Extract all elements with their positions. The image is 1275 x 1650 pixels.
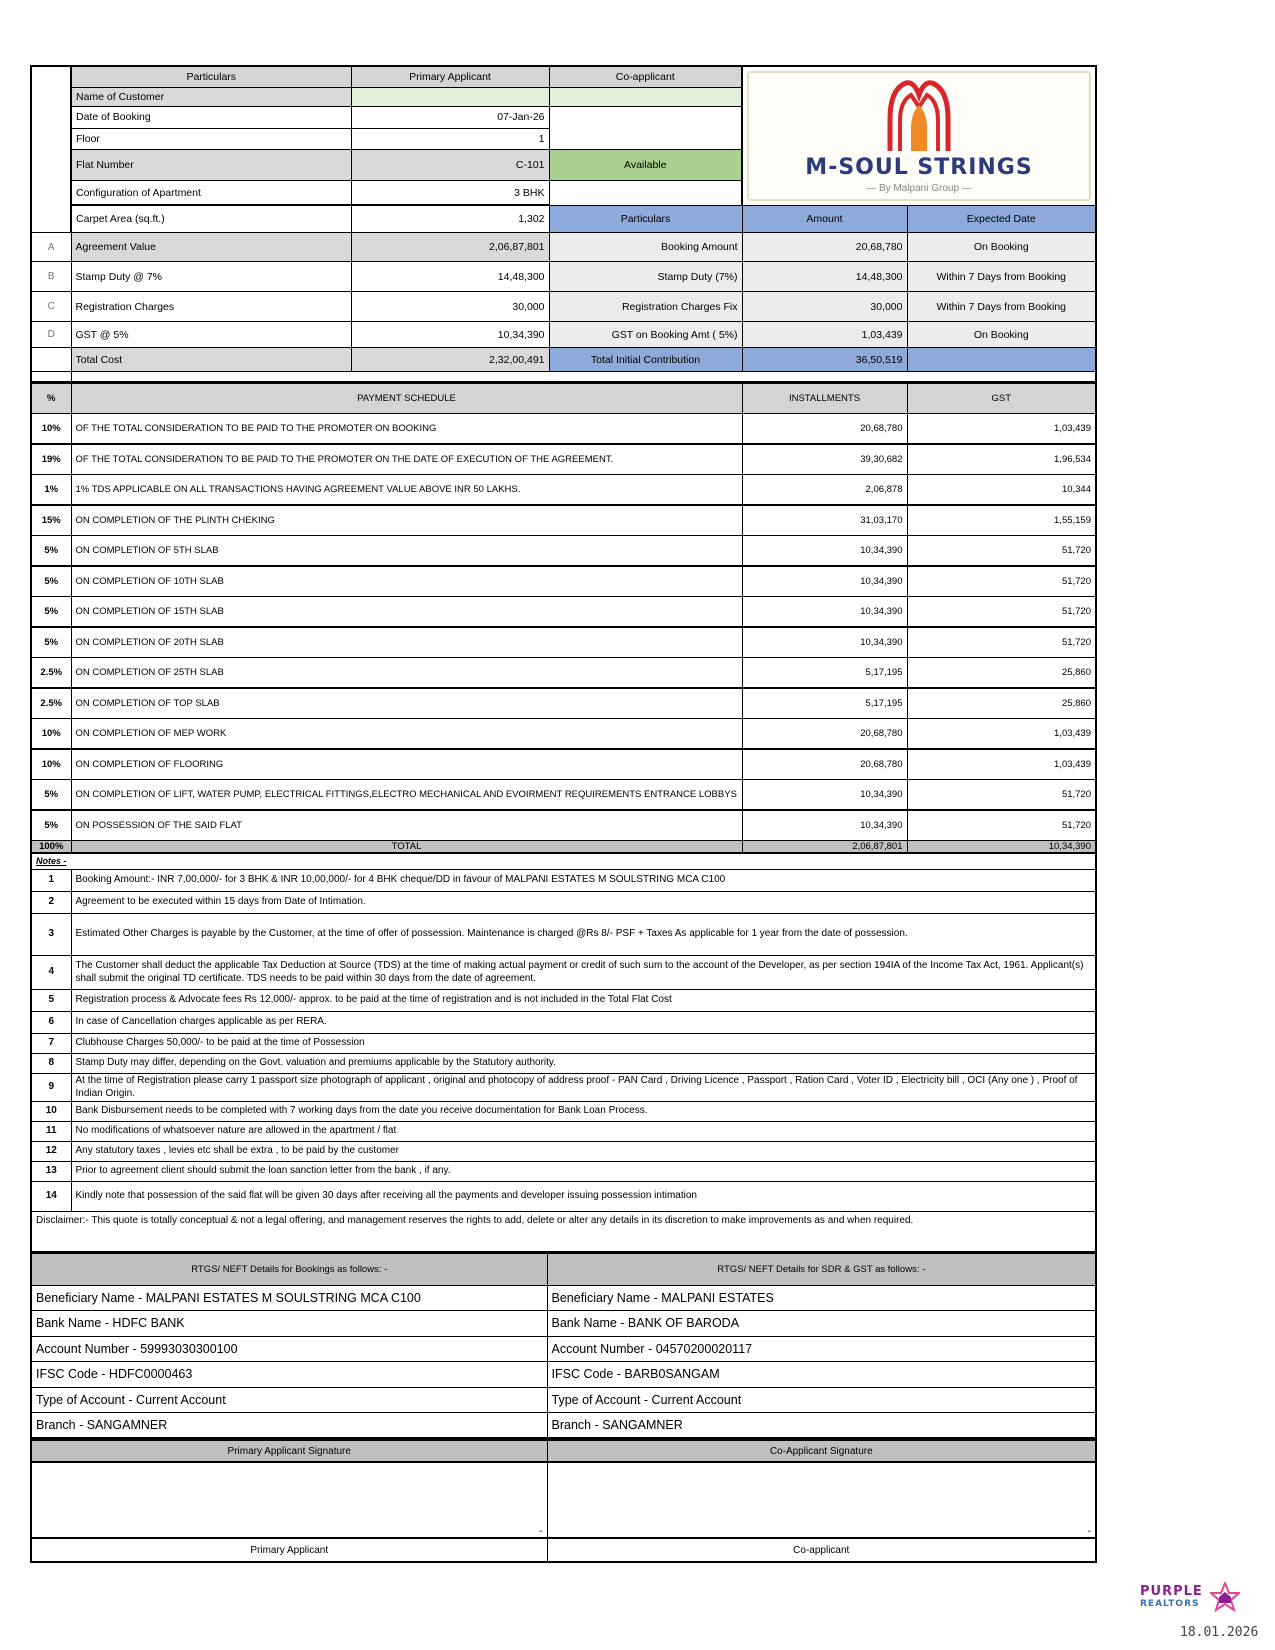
- gst-label: GST @ 5%: [71, 322, 351, 348]
- note-number: 12: [31, 1142, 71, 1162]
- row-label-config: Configuration of Apartment: [71, 181, 351, 205]
- note-number: 2: [31, 892, 71, 914]
- footer-brand-bottom: REALTORS: [1140, 1599, 1200, 1609]
- schedule-row: [31, 657, 1096, 688]
- schedule-installment: 10,34,390: [742, 779, 907, 810]
- bank-detail-right: Beneficiary Name - MALPANI ESTATES: [547, 1285, 1096, 1311]
- note-number: 1: [31, 870, 71, 892]
- flat-number-value: C-101: [351, 150, 549, 181]
- initial-gst-label: GST on Booking Amt ( 5%): [549, 322, 742, 348]
- co-signature-box[interactable]: -: [547, 1462, 1096, 1538]
- note-number: 7: [31, 1034, 71, 1054]
- initial-registration-label: Registration Charges Fix: [549, 292, 742, 322]
- arch-logo-icon: [884, 79, 954, 153]
- bank-row: [31, 1387, 1096, 1413]
- row-letter: B: [31, 262, 71, 292]
- note-number: 3: [31, 914, 71, 956]
- schedule-gst: 1,96,534: [907, 444, 1096, 475]
- schedule-pct: 10%: [31, 718, 71, 749]
- note-number: 10: [31, 1102, 71, 1122]
- bank-detail-left: Type of Account - Current Account: [31, 1387, 547, 1413]
- note-row: [31, 892, 1096, 914]
- schedule-installment: 5,17,195: [742, 657, 907, 688]
- bank-detail-left: Branch - SANGAMNER: [31, 1413, 547, 1439]
- initial-registration-date: Within 7 Days from Booking: [907, 292, 1096, 322]
- brand-subtitle: — By Malpani Group —: [866, 183, 972, 194]
- schedule-row: [31, 718, 1096, 749]
- schedule-pct: 5%: [31, 535, 71, 566]
- schedule-gst: 51,720: [907, 535, 1096, 566]
- schedule-row: [31, 474, 1096, 505]
- schedule-installment: 10,34,390: [742, 596, 907, 627]
- brand-name: M-SOUL STRINGS: [805, 155, 1033, 180]
- bank-detail-left: Beneficiary Name - MALPANI ESTATES M SOULSTRING MCA C100: [31, 1285, 547, 1311]
- bank-detail-right: Account Number - 04570200020117: [547, 1336, 1096, 1362]
- schedule-installment: 2,06,878: [742, 474, 907, 505]
- row-label-name: Name of Customer: [71, 87, 351, 106]
- note-text: No modifications of whatsoever nature are allowed in the apartment / flat: [71, 1122, 1096, 1142]
- schedule-pct: 10%: [31, 413, 71, 444]
- schedule-description: ON COMPLETION OF 20TH SLAB: [71, 627, 742, 658]
- initial-particulars-header: Particulars: [549, 206, 742, 233]
- note-text: Bank Disbursement needs to be completed with 7 working days from the date you receive documentation for Bank Loan Process.: [71, 1102, 1096, 1122]
- gst-value: 10,34,390: [351, 322, 549, 348]
- total-cost-label: Total Cost: [71, 348, 351, 372]
- customer-name-primary[interactable]: [351, 87, 549, 106]
- schedule-row: [31, 688, 1096, 719]
- logo-panel: [742, 66, 1096, 206]
- disclaimer: Disclaimer:- This quote is totally conceptual & not a legal offering, and management reserves the rights to add, delete or alter any details in its discretion to make improvements as and when required.: [31, 1212, 1096, 1252]
- schedule-row: [31, 505, 1096, 536]
- star-house-icon: [1210, 1582, 1240, 1612]
- bank-row: [31, 1336, 1096, 1362]
- total-installments: 2,06,87,801: [742, 840, 907, 853]
- particulars-header: Particulars: [71, 66, 351, 87]
- schedule-description: ON COMPLETION OF MEP WORK: [71, 718, 742, 749]
- note-text: The Customer shall deduct the applicable Tax Deduction at Source (TDS) at the time of making actual payment or credit of such sum to the account of the Developer, as per section 194IA of the Income Tax Act, 1961. Applicant(s) shall submit the original TD certificate. TDS needs to be paid within 30 days from the date of agreement.: [71, 956, 1096, 990]
- stamp-duty-value: 14,48,300: [351, 262, 549, 292]
- notes-title: Notes -: [36, 855, 67, 866]
- note-row: [31, 1102, 1096, 1122]
- schedule-description: ON COMPLETION OF LIFT, WATER PUMP, ELECTRICAL FITTINGS,ELECTRO MECHANICAL AND EVOIRMENT REQUIREMENTS ENTRANCE LOBBYS: [71, 779, 742, 810]
- purple-realtors-logo: [1140, 1582, 1240, 1612]
- schedule-pct: 1%: [31, 474, 71, 505]
- co-applicant-header: Co-applicant: [549, 66, 742, 87]
- schedule-description: OF THE TOTAL CONSIDERATION TO BE PAID TO THE PROMOTER ON BOOKING: [71, 413, 742, 444]
- note-row: [31, 1074, 1096, 1102]
- total-initial-label: Total Initial Contribution: [549, 348, 742, 372]
- schedule-description: ON COMPLETION OF 5TH SLAB: [71, 535, 742, 566]
- note-text: Estimated Other Charges is payable by the Customer, at the time of offer of possession. Maintenance is charged @Rs 8/- PSF + Taxes As applicable for 1 year from the date of possession.: [71, 914, 1096, 956]
- schedule-installment: 10,34,390: [742, 535, 907, 566]
- schedule-pct: 5%: [31, 627, 71, 658]
- schedule-installment: 20,68,780: [742, 718, 907, 749]
- bank-details-table: [30, 1253, 1097, 1440]
- note-row: [31, 1182, 1096, 1212]
- cost-sheet: [30, 65, 1095, 1563]
- note-text: Agreement to be executed within 15 days from Date of Intimation.: [71, 892, 1096, 914]
- note-row: [31, 1162, 1096, 1182]
- booking-amount-label: Booking Amount: [549, 233, 742, 262]
- agreement-value: 2,06,87,801: [351, 233, 549, 262]
- schedule-gst: 51,720: [907, 810, 1096, 841]
- note-row: [31, 914, 1096, 956]
- floor-value: 1: [351, 129, 549, 150]
- schedule-row: [31, 810, 1096, 841]
- primary-signature-header: Primary Applicant Signature: [31, 1440, 547, 1462]
- row-label-flat: Flat Number: [71, 150, 351, 181]
- initial-gst-value: 1,03,439: [742, 322, 907, 348]
- total-initial-value: 36,50,519: [742, 348, 907, 372]
- note-text: Any statutory taxes , levies etc shall be extra , to be paid by the customer: [71, 1142, 1096, 1162]
- note-text: In case of Cancellation charges applicable as per RERA.: [71, 1012, 1096, 1034]
- schedule-description: ON POSSESSION OF THE SAID FLAT: [71, 810, 742, 841]
- total-label: TOTAL: [71, 840, 742, 853]
- schedule-description: ON COMPLETION OF 15TH SLAB: [71, 596, 742, 627]
- note-text: Booking Amount:- INR 7,00,000/- for 3 BHK & INR 10,00,000/- for 4 BHK cheque/DD in favour of MALPANI ESTATES M SOULSTRING MCA C100: [71, 870, 1096, 892]
- availability-status: Available: [549, 150, 742, 181]
- initial-stamp-duty-date: Within 7 Days from Booking: [907, 262, 1096, 292]
- schedule-installment: 39,30,682: [742, 444, 907, 475]
- total-cost-value: 2,32,00,491: [351, 348, 549, 372]
- schedule-pct: 5%: [31, 810, 71, 841]
- note-row: [31, 990, 1096, 1012]
- bank-detail-right: IFSC Code - BARB0SANGAM: [547, 1362, 1096, 1388]
- row-label-carpet: Carpet Area (sq.ft.): [71, 206, 351, 233]
- co-applicant-label: Co-applicant: [547, 1538, 1096, 1562]
- schedule-pct: 2.5%: [31, 657, 71, 688]
- note-number: 5: [31, 990, 71, 1012]
- customer-name-co[interactable]: [549, 87, 742, 106]
- schedule-pct: 5%: [31, 779, 71, 810]
- schedule-gst: 25,860: [907, 688, 1096, 719]
- schedule-gst: 1,03,439: [907, 718, 1096, 749]
- schedule-gst: 1,55,159: [907, 505, 1096, 536]
- bank-detail-right: Branch - SANGAMNER: [547, 1413, 1096, 1439]
- brand-logo: [747, 71, 1091, 201]
- schedule-pct: 5%: [31, 566, 71, 597]
- pct-header: %: [31, 383, 71, 413]
- schedule-pct: 10%: [31, 749, 71, 780]
- schedule-description: ON COMPLETION OF 10TH SLAB: [71, 566, 742, 597]
- schedule-gst: 1,03,439: [907, 749, 1096, 780]
- booking-amount-value: 20,68,780: [742, 233, 907, 262]
- schedule-pct: 19%: [31, 444, 71, 475]
- schedule-row: [31, 566, 1096, 597]
- schedule-description: OF THE TOTAL CONSIDERATION TO BE PAID TO THE PROMOTER ON THE DATE OF EXECUTION OF THE AGREEMENT.: [71, 444, 742, 475]
- schedule-pct: 5%: [31, 596, 71, 627]
- initial-stamp-duty-value: 14,48,300: [742, 262, 907, 292]
- note-row: [31, 870, 1096, 892]
- bank-detail-left: Bank Name - HDFC BANK: [31, 1311, 547, 1337]
- signature-table: [30, 1439, 1097, 1563]
- bank-detail-right: Bank Name - BANK OF BARODA: [547, 1311, 1096, 1337]
- notes-table: [30, 854, 1097, 1253]
- co-signature-header: Co-Applicant Signature: [547, 1440, 1096, 1462]
- total-gst: 10,34,390: [907, 840, 1096, 853]
- bank-detail-left: IFSC Code - HDFC0000463: [31, 1362, 547, 1388]
- schedule-installment: 5,17,195: [742, 688, 907, 719]
- note-number: 4: [31, 956, 71, 990]
- row-letter: C: [31, 292, 71, 322]
- schedule-gst: 51,720: [907, 779, 1096, 810]
- note-number: 6: [31, 1012, 71, 1034]
- schedule-installment: 10,34,390: [742, 627, 907, 658]
- row-label-date: Date of Booking: [71, 106, 351, 129]
- schedule-row: [31, 413, 1096, 444]
- bank-detail-right: Type of Account - Current Account: [547, 1387, 1096, 1413]
- schedule-description: ON COMPLETION OF FLOORING: [71, 749, 742, 780]
- bank-row: [31, 1311, 1096, 1337]
- note-row: [31, 1142, 1096, 1162]
- installments-header: INSTALLMENTS: [742, 383, 907, 413]
- note-number: 11: [31, 1122, 71, 1142]
- note-number: 13: [31, 1162, 71, 1182]
- note-text: Kindly note that possession of the said flat will be given 30 days after receiving all the payments and developer issuing possession intimation: [71, 1182, 1096, 1212]
- schedule-description: ON COMPLETION OF 25TH SLAB: [71, 657, 742, 688]
- schedule-gst: 51,720: [907, 627, 1096, 658]
- schedule-row: [31, 444, 1096, 475]
- schedule-installment: 10,34,390: [742, 810, 907, 841]
- schedule-pct: 2.5%: [31, 688, 71, 719]
- note-row: [31, 1012, 1096, 1034]
- row-label-floor: Floor: [71, 129, 351, 150]
- stamp-duty-label: Stamp Duty @ 7%: [71, 262, 351, 292]
- schedule-row: [31, 596, 1096, 627]
- schedule-header: PAYMENT SCHEDULE: [71, 383, 742, 413]
- note-text: At the time of Registration please carry 1 passport size photograph of applicant , original and photocopy of address proof - PAN Card , Driving Licence , Passport , Ration Card , Voter ID , Electricity bill , OCI (Any one ) , Proof of Indian Origin.: [71, 1074, 1096, 1102]
- note-text: Registration process & Advocate fees Rs 12,000/- approx. to be paid at the time of registration and is not included in the Total Flat Cost: [71, 990, 1096, 1012]
- bank-row: [31, 1285, 1096, 1311]
- note-row: [31, 956, 1096, 990]
- sdr-bank-header: RTGS/ NEFT Details for SDR & GST as follows: -: [547, 1253, 1096, 1285]
- initial-amount-header: Amount: [742, 206, 907, 233]
- schedule-description: ON COMPLETION OF TOP SLAB: [71, 688, 742, 719]
- note-row: [31, 1034, 1096, 1054]
- note-text: Stamp Duty may differ, depending on the Govt. valuation and premiums applicable by the Statutory authority.: [71, 1054, 1096, 1074]
- schedule-gst: 10,344: [907, 474, 1096, 505]
- booking-amount-date: On Booking: [907, 233, 1096, 262]
- note-row: [31, 1054, 1096, 1074]
- booking-date-value: 07-Jan-26: [351, 106, 549, 129]
- schedule-row: [31, 779, 1096, 810]
- registration-label: Registration Charges: [71, 292, 351, 322]
- schedule-installment: 31,03,170: [742, 505, 907, 536]
- initial-gst-date: On Booking: [907, 322, 1096, 348]
- summary-table: [30, 65, 1097, 383]
- schedule-row: [31, 749, 1096, 780]
- note-number: 8: [31, 1054, 71, 1074]
- initial-stamp-duty-label: Stamp Duty (7%): [549, 262, 742, 292]
- agreement-value-label: Agreement Value: [71, 233, 351, 262]
- carpet-area-value: 1,302: [351, 206, 549, 233]
- primary-applicant-header: Primary Applicant: [351, 66, 549, 87]
- note-text: Clubhouse Charges 50,000/- to be paid at the time of Possession: [71, 1034, 1096, 1054]
- schedule-row: [31, 535, 1096, 566]
- print-date: 18.01.2026: [1180, 1625, 1259, 1640]
- gst-header: GST: [907, 383, 1096, 413]
- total-pct: 100%: [31, 840, 71, 853]
- note-number: 14: [31, 1182, 71, 1212]
- configuration-value: 3 BHK: [351, 181, 549, 205]
- schedule-row: [31, 627, 1096, 658]
- primary-applicant-label: Primary Applicant: [31, 1538, 547, 1562]
- bank-row: [31, 1413, 1096, 1439]
- primary-signature-box[interactable]: -: [31, 1462, 547, 1538]
- note-number: 9: [31, 1074, 71, 1102]
- schedule-gst: 1,03,439: [907, 413, 1096, 444]
- initial-date-header: Expected Date: [907, 206, 1096, 233]
- schedule-description: 1% TDS APPLICABLE ON ALL TRANSACTIONS HAVING AGREEMENT VALUE ABOVE INR 50 LAKHS.: [71, 474, 742, 505]
- bank-row: [31, 1362, 1096, 1388]
- co-blank: [549, 106, 742, 150]
- schedule-installment: 20,68,780: [742, 413, 907, 444]
- schedule-description: ON COMPLETION OF THE PLINTH CHEKING: [71, 505, 742, 536]
- schedule-installment: 10,34,390: [742, 566, 907, 597]
- schedule-installment: 20,68,780: [742, 749, 907, 780]
- payment-schedule-table: [30, 383, 1097, 854]
- schedule-gst: 51,720: [907, 596, 1096, 627]
- row-letter: D: [31, 322, 71, 348]
- note-row: [31, 1122, 1096, 1142]
- booking-bank-header: RTGS/ NEFT Details for Bookings as follows: -: [31, 1253, 547, 1285]
- note-text: Prior to agreement client should submit the loan sanction letter from the bank , if any.: [71, 1162, 1096, 1182]
- schedule-gst: 25,860: [907, 657, 1096, 688]
- registration-value: 30,000: [351, 292, 549, 322]
- schedule-gst: 51,720: [907, 566, 1096, 597]
- footer-brand-top: PURPLE: [1140, 1584, 1203, 1599]
- initial-registration-value: 30,000: [742, 292, 907, 322]
- row-letter: A: [31, 233, 71, 262]
- schedule-pct: 15%: [31, 505, 71, 536]
- bank-detail-left: Account Number - 59993030300100: [31, 1336, 547, 1362]
